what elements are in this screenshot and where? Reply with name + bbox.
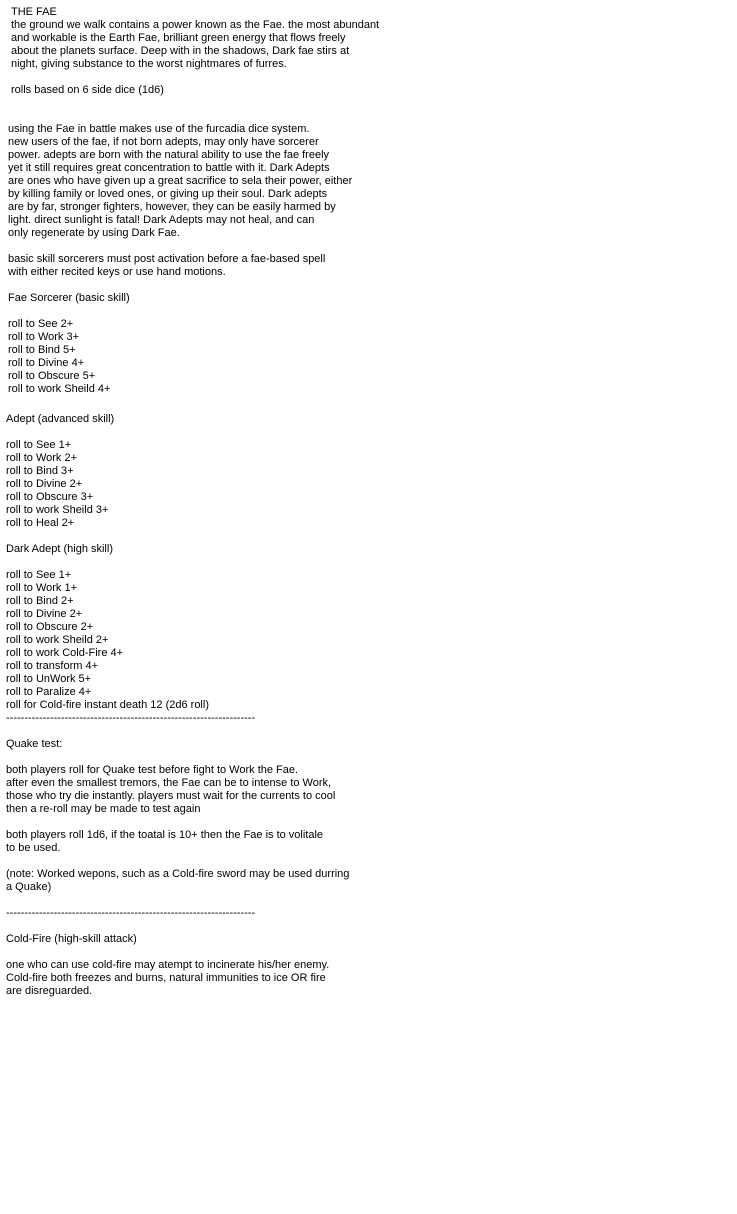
coldfire-line: one who can use cold-fire may atempt to incinerate his/her enemy. [6, 959, 330, 971]
quake-line: to be used. [6, 842, 61, 854]
dice-note: rolls based on 6 side dice (1d6) [11, 84, 164, 96]
intro-line: night, giving substance to the worst nightmares of furres. [11, 58, 287, 70]
adept-roll: roll to Heal 2+ [6, 517, 75, 529]
document-title: THE FAE [11, 6, 57, 18]
battle-line: are by far, stronger fighters, however, they can be easily harmed by [8, 201, 336, 213]
dark-adept-roll: roll to work Cold-Fire 4+ [6, 647, 124, 659]
activation-line: basic skill sorcerers must post activation before a fae-based spell [8, 253, 326, 265]
quake-line: then a re-roll may be made to test again [6, 803, 201, 815]
adept-heading: Adept (advanced skill) [6, 413, 115, 425]
battle-line: using the Fae in battle makes use of the furcadia dice system. [8, 123, 310, 135]
dark-adept-roll: roll to Obscure 2+ [6, 621, 94, 633]
sorcerer-roll: roll to work Sheild 4+ [8, 383, 111, 395]
dark-adept-roll: roll to work Sheild 2+ [6, 634, 109, 646]
divider: -------------------------------------------------------------------- [6, 712, 256, 724]
coldfire-heading: Cold-Fire (high-skill attack) [6, 933, 137, 945]
sorcerer-roll: roll to Obscure 5+ [8, 370, 96, 382]
quake-heading: Quake test: [6, 738, 63, 750]
battle-line: new users of the fae, if not born adepts, may only have sorcerer [8, 136, 319, 148]
document [0, 6, 737, 998]
dark-adept-roll: roll for Cold-fire instant death 12 (2d6 roll) [6, 699, 209, 711]
divider: -------------------------------------------------------------------- [6, 907, 256, 919]
dark-adept-roll: roll to Paralize 4+ [6, 686, 92, 698]
activation-line: with either recited keys or use hand motions. [8, 266, 226, 278]
adept-roll: roll to Obscure 3+ [6, 491, 94, 503]
dark-adept-roll: roll to Work 1+ [6, 582, 78, 594]
intro-line: the ground we walk contains a power known as the Fae. the most abundant [11, 19, 380, 31]
adept-roll: roll to Work 2+ [6, 452, 78, 464]
dark-adept-roll: roll to transform 4+ [6, 660, 99, 672]
quake-line: both players roll for Quake test before fight to Work the Fae. [6, 764, 299, 776]
sorcerer-heading: Fae Sorcerer (basic skill) [8, 292, 130, 304]
sorcerer-roll: roll to See 2+ [8, 318, 74, 330]
dark-adept-roll: roll to See 1+ [6, 569, 72, 581]
adept-roll: roll to Divine 2+ [6, 478, 83, 490]
quake-note-line: a Quake) [6, 881, 52, 893]
battle-line: only regenerate by using Dark Fae. [8, 227, 180, 239]
adept-roll: roll to See 1+ [6, 439, 72, 451]
battle-line: are ones who have given up a great sacrifice to sela their power, either [8, 175, 353, 187]
battle-line: light. direct sunlight is fatal! Dark Adepts may not heal, and can [8, 214, 315, 226]
battle-line: by killing family or loved ones, or giving up their soul. Dark adepts [8, 188, 328, 200]
quake-line: both players roll 1d6, if the toatal is 10+ then the Fae is to volitale [6, 829, 324, 841]
adept-roll: roll to Bind 3+ [6, 465, 74, 477]
sorcerer-roll: roll to Divine 4+ [8, 357, 85, 369]
coldfire-line: are disreguarded. [6, 985, 93, 997]
quake-line: after even the smallest tremors, the Fae can be to intense to Work, [6, 777, 332, 789]
dark-adept-roll: roll to Divine 2+ [6, 608, 83, 620]
coldfire-line: Cold-fire both freezes and burns, natural immunities to ice OR fire [6, 972, 326, 984]
intro-line: and workable is the Earth Fae, brilliant green energy that flows freely [11, 32, 346, 44]
adept-roll: roll to work Sheild 3+ [6, 504, 109, 516]
intro-line: about the planets surface. Deep with in the shadows, Dark fae stirs at [11, 45, 350, 57]
dark-adept-roll: roll to Bind 2+ [6, 595, 74, 607]
quake-note-line: (note: Worked wepons, such as a Cold-fire sword may be used durring [6, 868, 350, 880]
sorcerer-roll: roll to Work 3+ [8, 331, 80, 343]
sorcerer-roll: roll to Bind 5+ [8, 344, 76, 356]
dark-adept-heading: Dark Adept (high skill) [6, 543, 113, 555]
battle-line: yet it still requires great concentration to battle with it. Dark Adepts [8, 162, 330, 174]
dark-adept-roll: roll to UnWork 5+ [6, 673, 92, 685]
battle-line: power. adepts are born with the natural ability to use the fae freely [8, 149, 330, 161]
quake-line: those who try die instantly. players must wait for the currents to cool [6, 790, 336, 802]
